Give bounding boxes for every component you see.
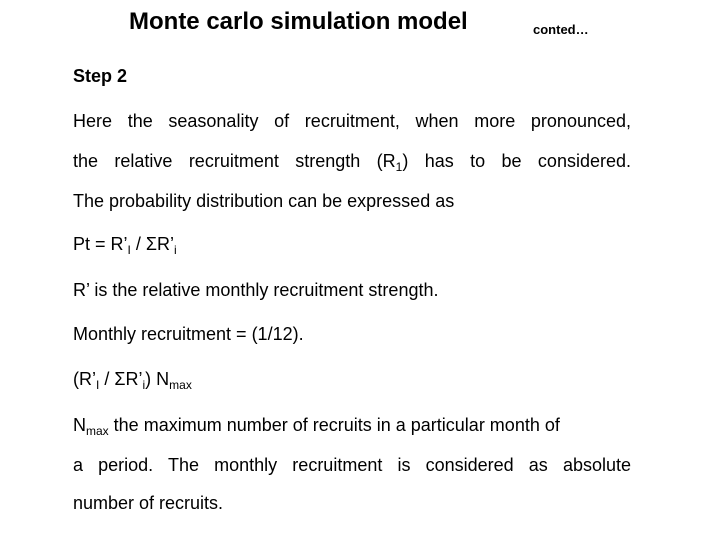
formula-monthly	[73, 368, 192, 390]
nmax-symbol: N	[73, 415, 86, 435]
paragraph-line-2-start: the relative recruitment strength (R	[73, 151, 396, 171]
paragraph-line-2	[73, 150, 631, 172]
formula-probability-sub2: i	[174, 243, 177, 257]
formula-monthly-c: ) N	[145, 369, 170, 389]
nmax-line-2: a period. The monthly recruitment is considered as absolute	[73, 455, 631, 475]
formula-probability	[73, 233, 177, 255]
slide-title: Monte carlo simulation model	[129, 8, 468, 35]
formula-monthly-b: / ΣR’	[99, 369, 143, 389]
formula-monthly-a: (R’	[73, 369, 96, 389]
formula-probability-b: / ΣR’	[130, 234, 175, 254]
formula-monthly-sub1: I	[96, 378, 100, 392]
monthly-recruitment: Monthly recruitment = (1/12).	[73, 324, 304, 344]
nmax-sub: max	[86, 424, 109, 438]
paragraph-line-3: The probability distribution can be expressed as	[73, 191, 455, 211]
step-heading: Step 2	[73, 66, 128, 86]
nmax-line-1-rest: the maximum number of recruits in a particular month of	[108, 415, 560, 435]
formula-monthly-sub3: max	[169, 378, 192, 392]
formula-monthly-sub2: i	[142, 378, 146, 392]
formula-probability-a: Pt = R’	[73, 234, 128, 254]
conted-label: conted…	[533, 22, 589, 37]
nmax-line-3: number of recruits.	[73, 493, 224, 513]
subscript-1: 1	[395, 160, 403, 174]
paragraph-line-2-end: ) has to be considered.	[402, 151, 631, 171]
formula-probability-sub1: I	[127, 243, 131, 257]
definition-r: R’ is the relative monthly recruitment strength.	[73, 280, 439, 300]
paragraph-line-1: Here the seasonality of recruitment, when more pronounced,	[73, 111, 631, 131]
nmax-line-1	[73, 414, 560, 436]
